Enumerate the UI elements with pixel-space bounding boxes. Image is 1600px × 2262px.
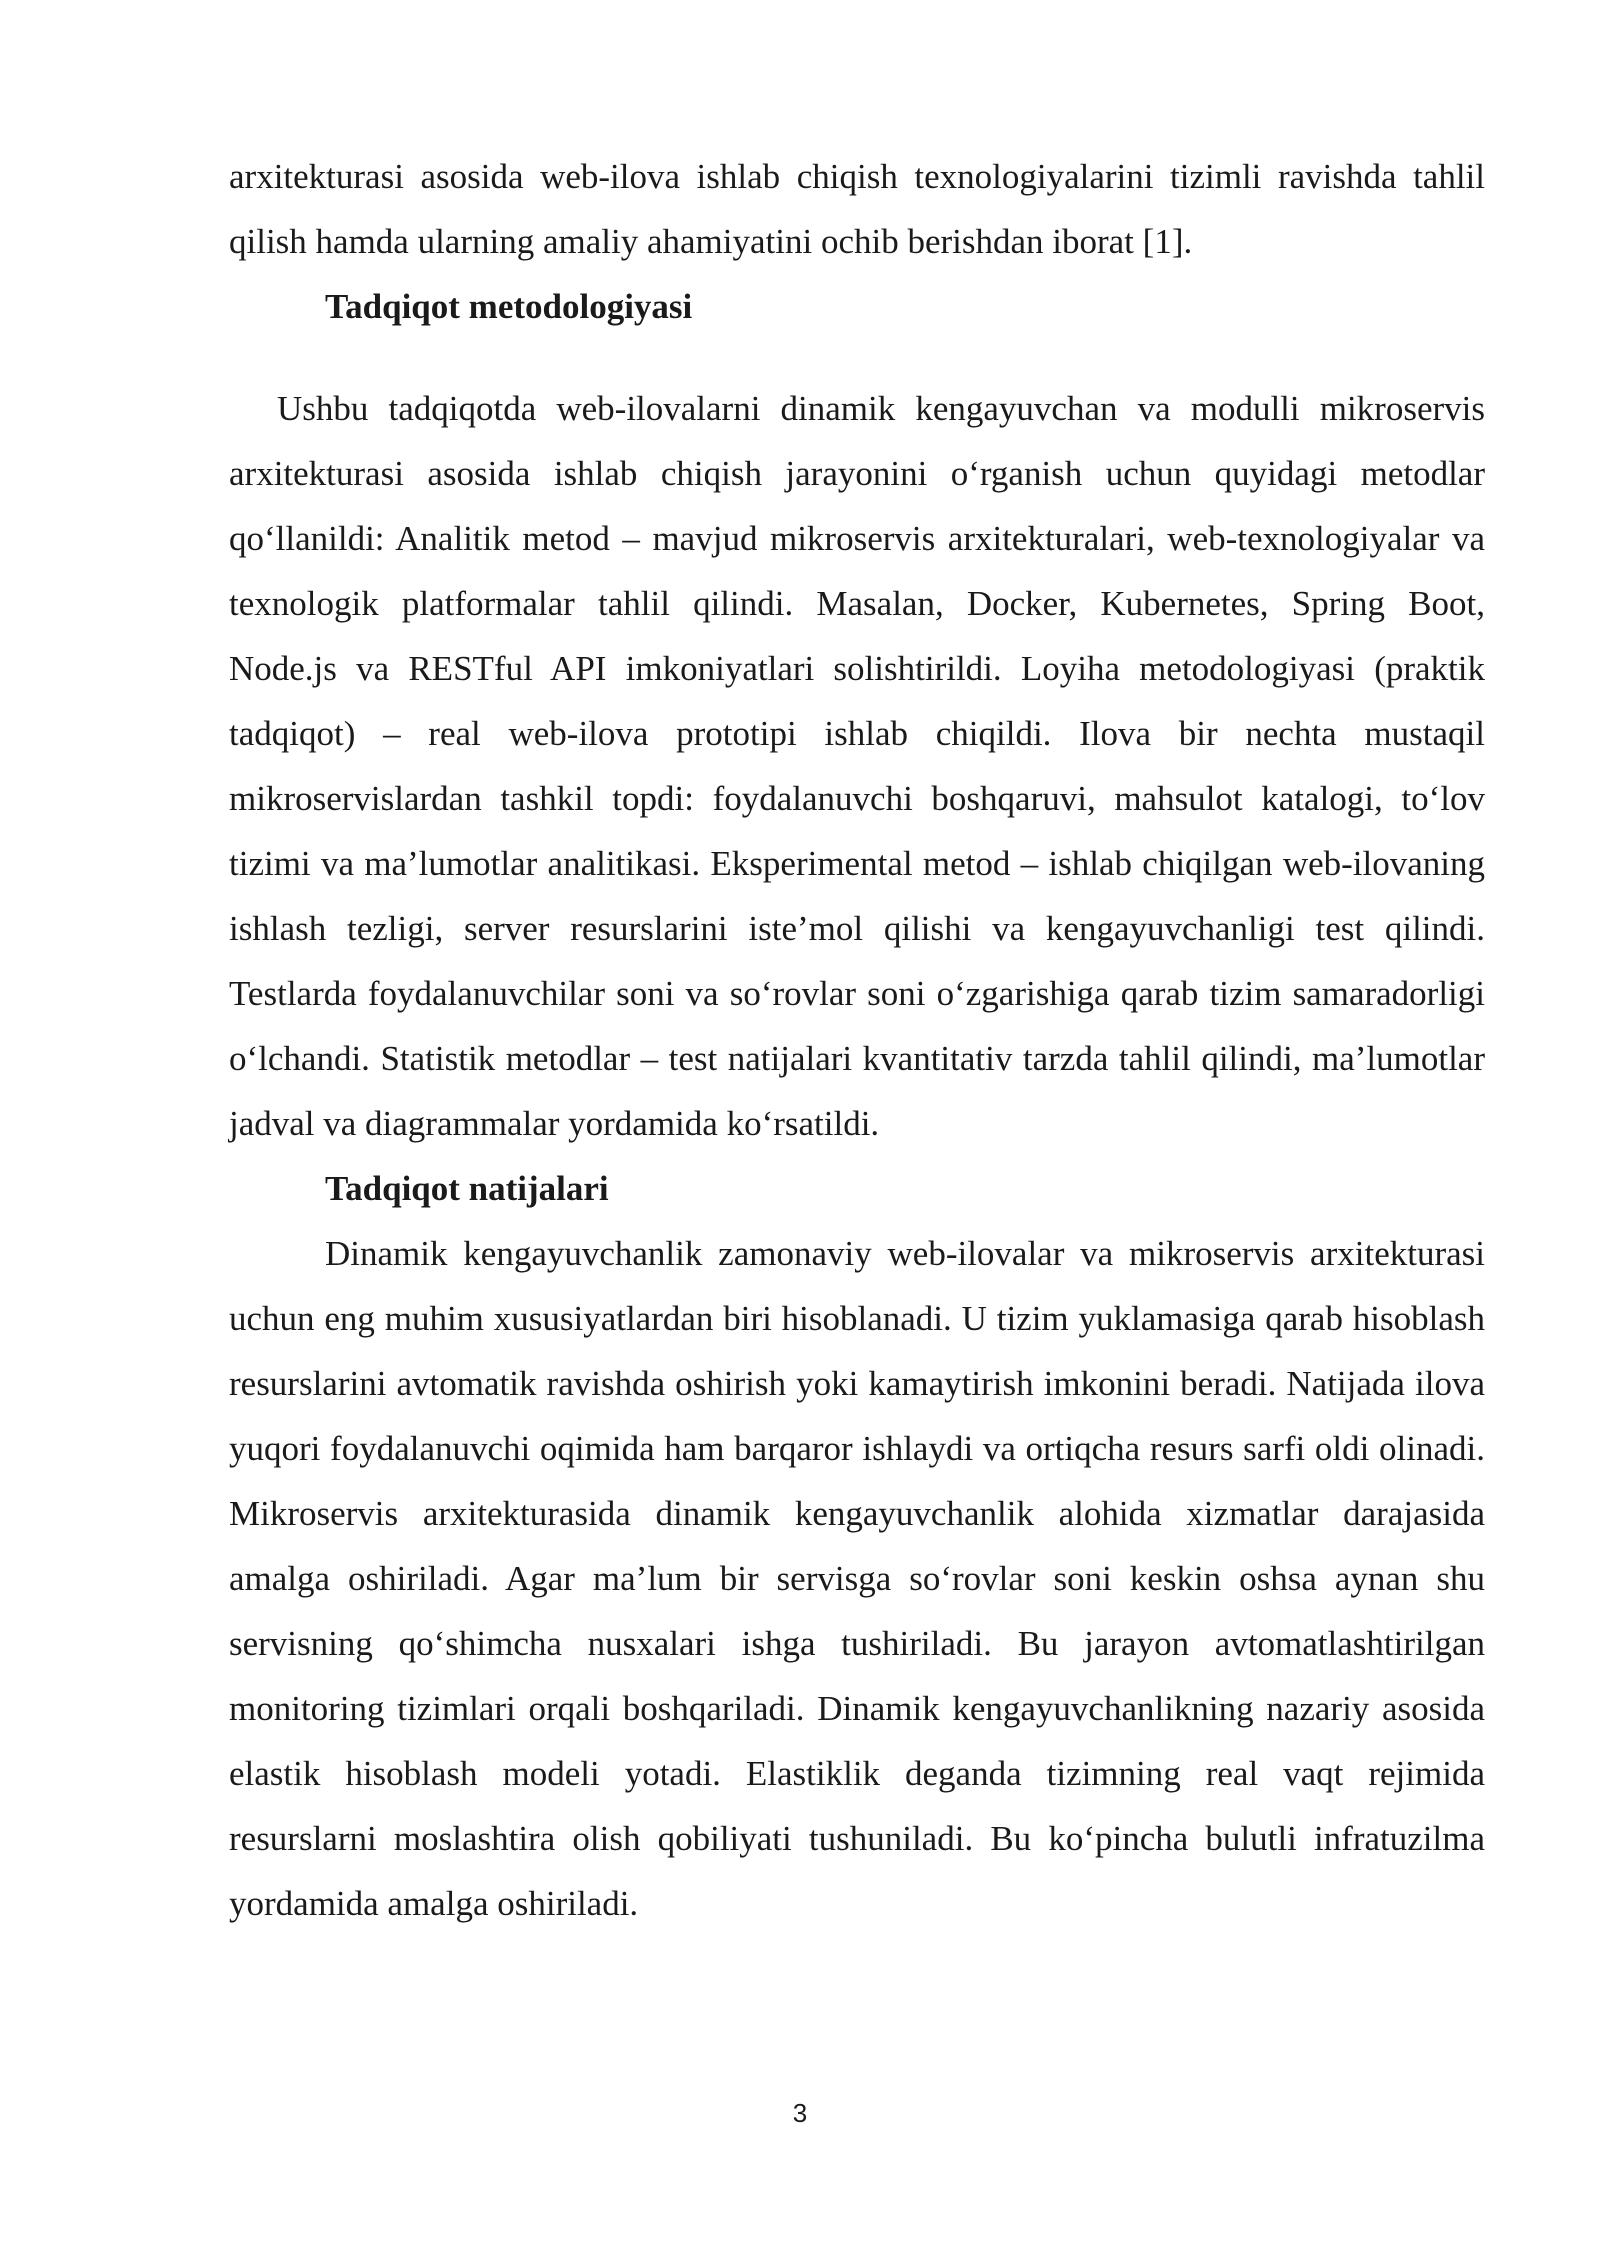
methodology-paragraph: Ushbu tadqiqotda web-ilovalarni dinamik kengayuvchan va modulli mikroservis arxitekturasi asosida ishlab chiqish jarayonini o‘rganish uchun quyidagi metodlar qo‘llanildi: Analitik metod – mavjud mikroservis arxitekturalari, web-texnologiyalar va texnologik platformalar tahlil qilindi. Masalan, Docker, Kubernetes, Spring Boot, Node.js va RESTful API imkoniyatlari solishtirildi. Loyiha metodologiyasi (praktik tadqiqot) – real web-ilova prototipi ishlab chiqildi. Ilova bir nechta mustaqil mikroservislardan tashkil topdi: foydalanuvchi boshqaruvi, mahsulot katalogi, to‘lov tizimi va ma’lumotlar analitikasi. Eksperimental metod – ishlab chiqilgan web-ilovaning ishlash tezligi, server resurslarini iste’mol qilishi va kengayuvchanligi test qilindi. Testlarda foydalanuvchilar soni va so‘rovlar soni o‘zgarishiga qarab tizim samaradorligi o‘lchandi. Statistik metodlar – test natijalari kvantitativ tarzda tahlil qilindi, ma’lumotlar jadval va diagrammalar yordamida ko‘rsatildi.: [229, 389, 1485, 1143]
intro-continuation-paragraph: arxitekturasi asosida web-ilova ishlab chiqish texnologiyalarini tizimli ravishda tahlil qilish hamda ularning amaliy ahamiyatini ochib berishdan iborat [1].: [229, 157, 1485, 261]
methodology-heading: Tadqiqot metodologiyasi: [325, 287, 693, 326]
results-heading: Tadqiqot natijalari: [325, 1169, 609, 1208]
results-paragraph: Dinamik kengayuvchanlik zamonaviy web-ilovalar va mikroservis arxitekturasi uchun eng muhim xususiyatlardan biri hisoblanadi. U tizim yuklamasiga qarab hisoblash resurslarini avtomatik ravishda oshirish yoki kamaytirish imkonini beradi. Natijada ilova yuqori foydalanuvchi oqimida ham barqaror ishlaydi va ortiqcha resurs sarfi oldi olinadi. Mikroservis arxitekturasida dinamik kengayuvchanlik alohida xizmatlar darajasida amalga oshiriladi. Agar ma’lum bir servisga so‘rovlar soni keskin oshsa aynan shu servisning qo‘shimcha nusxalari ishga tushiriladi. Bu jarayon avtomatlashtirilgan monitoring tizimlari orqali boshqariladi. Dinamik kengayuvchanlikning nazariy asosida elastik hisoblash modeli yotadi. Elastiklik deganda tizimning real vaqt rejimida resurslarni moslashtira olish qobiliyati tushuniladi. Bu ko‘pincha bulutli infratuzilma yordamida amalga oshiriladi.: [229, 1234, 1485, 1923]
page-content: [229, 144, 1485, 1936]
page-number: 3: [792, 2098, 808, 2128]
